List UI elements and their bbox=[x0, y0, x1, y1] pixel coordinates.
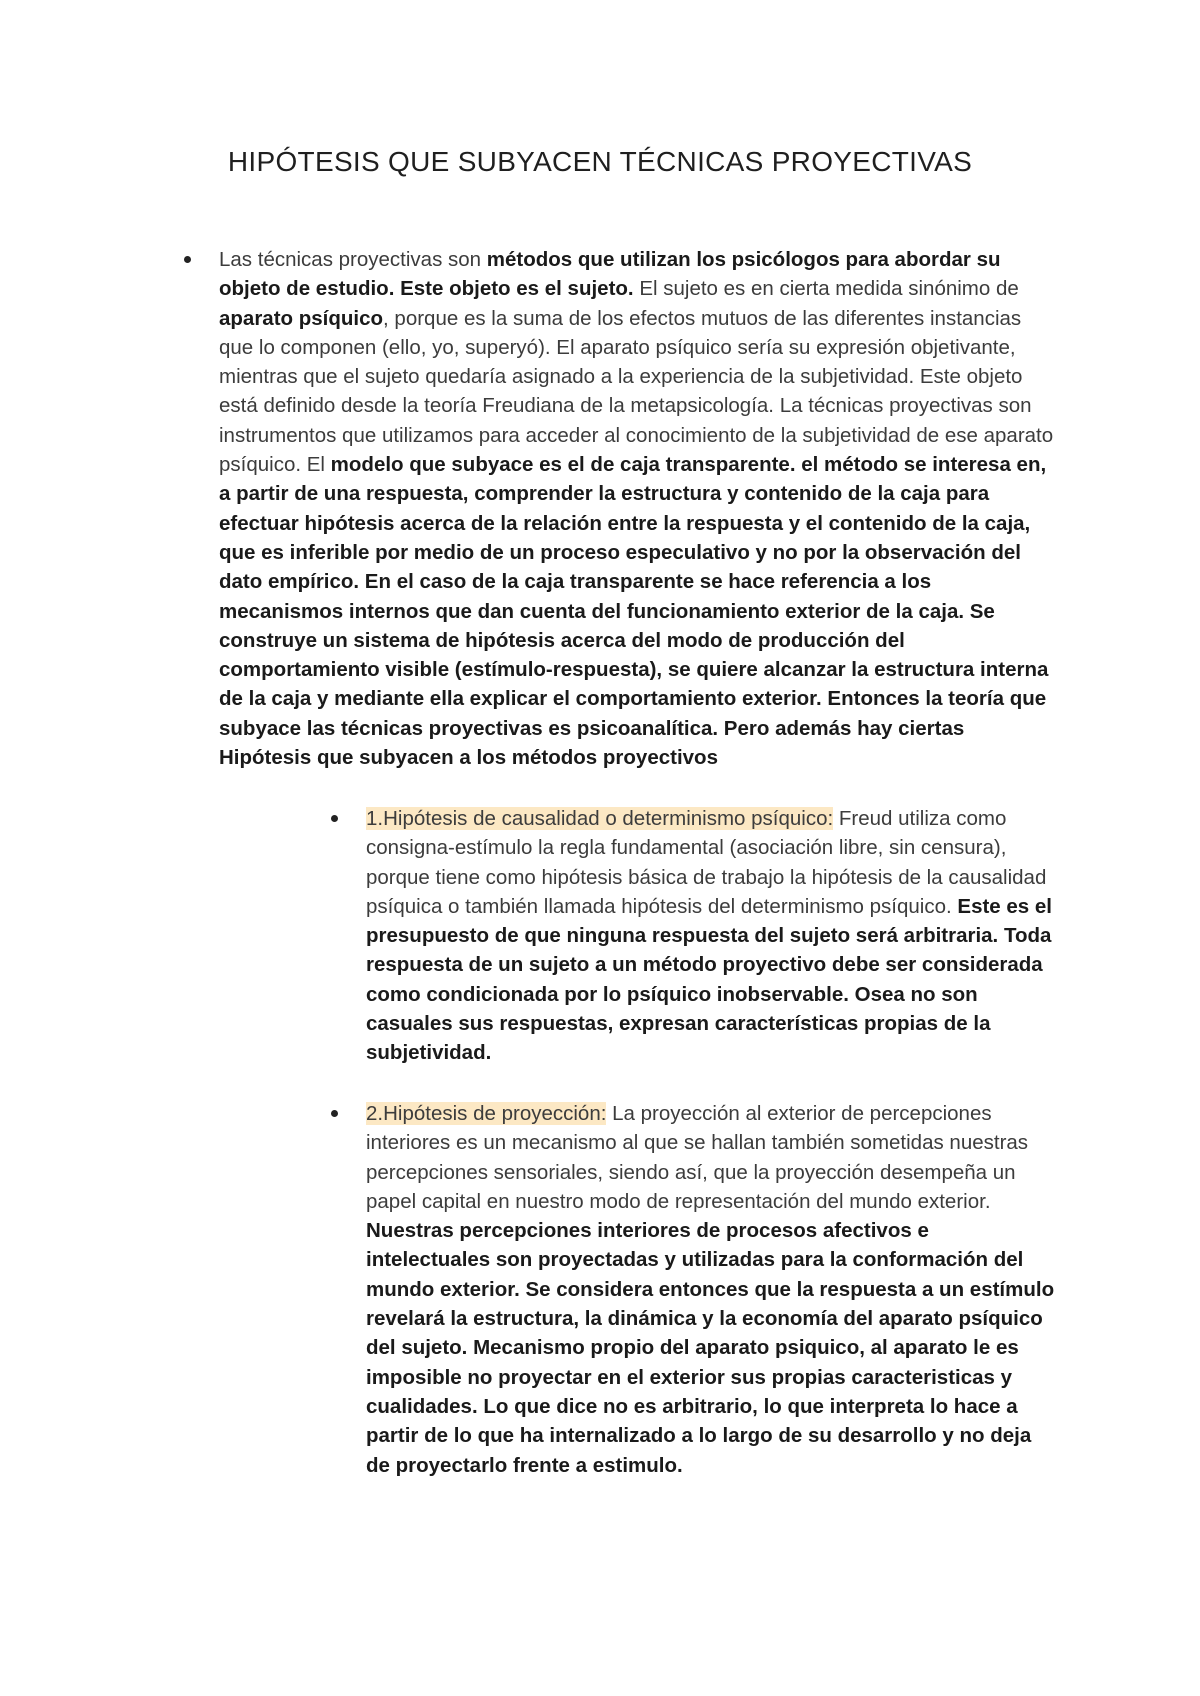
main-bold-1: métodos que utilizan los psicólogos para abordar su objeto de estudio. Este objeto es el sujeto. bbox=[219, 248, 1001, 301]
causalidad-text: Freud utiliza como consigna-estímulo la regla fundamental (asociación libre, sin censura), porque tiene como hipótesis básica de trabajo la hipótesis de la causalidad psíquica o también llamada hipótesis del determinismo psíquico. bbox=[366, 807, 1047, 918]
bullet-dot-icon bbox=[331, 815, 338, 822]
causalidad-heading: 1.Hipótesis de causalidad o determinismo psíquico: bbox=[366, 807, 834, 830]
proyeccion-heading: 2.Hipótesis de proyección: bbox=[366, 1102, 607, 1125]
causalidad-paragraph bbox=[366, 804, 1056, 1068]
main-bold-3: modelo que subyace es el de caja transparente. el método se interesa en, a partir de una respuesta, comprender la estructura y contenido de la caja para efectuar hipótesis acerca de la relación entre la respuesta y el contenido de la caja, que es inferible por medio de un proceso especulativo y no por la observación del dato empírico. En el caso de la caja transparente se hace referencia a los mecanismos internos que dan cuenta del funcionamiento exterior de la caja. Se construye un sistema de hipótesis acerca del modo de producción del comportamiento visible (estímulo-respuesta), se quiere alcanzar la estructura interna de la caja y mediante ella explicar el comportamiento exterior. Entonces la teoría que subyace las técnicas proyectivas es psicoanalítica. Pero además hay ciertas Hipótesis que subyacen a los métodos proyectivos bbox=[219, 453, 1049, 770]
main-text-3: , porque es la suma de los efectos mutuos de las diferentes instancias que lo componen (ello, yo, superyó). El aparato psíquico sería su expresión objetivante, mientras que el sujeto quedaría asignado a la experiencia de la subjetividad. Este objeto está definido desde la teoría Freudiana de la metapsicología. La técnicas proyectivas son instrumentos que utilizamos para acceder al conocimiento de la subjetividad de ese aparato psíquico. El bbox=[219, 306, 1054, 477]
main-text-2: El sujeto es en cierta medida sinónimo de bbox=[633, 277, 1019, 301]
bullet-dot-icon bbox=[331, 1110, 338, 1117]
causalidad-bold: Este es el presupuesto de que ninguna respuesta del sujeto será arbitraria. Toda respuesta de un sujeto a un método proyectivo debe ser considerada como condicionada por lo psíquico inobservable. Osea no son casuales sus respuestas, expresan características propias de la subjetividad. bbox=[366, 894, 1052, 1065]
proyeccion-bold: Nuestras percepciones interiores de procesos afectivos e intelectuales son proyectadas y utilizadas para la conformación del mundo exterior. Se considera entonces que la respuesta a un estímulo revelará la estructura, la dinámica y la economía del aparato psíquico del sujeto. Mecanismo propio del aparato psiquico, al aparato le es imposible no proyectar en el exterior sus propias caracteristicas y cualidades. Lo que dice no es arbitrario, lo que interpreta lo hace a partir de lo que ha internalizado a lo largo de su desarrollo y no deja de proyectarlo frente a estimulo. bbox=[366, 1219, 1055, 1477]
document-title: HIPÓTESIS QUE SUBYACEN TÉCNICAS PROYECTIVAS bbox=[227, 146, 973, 177]
main-bold-2: aparato psíquico bbox=[219, 306, 384, 330]
proyeccion-paragraph bbox=[366, 1099, 1056, 1480]
proyeccion-text: La proyección al exterior de percepciones interiores es un mecanismo al que se hallan también sometidas nuestras percepciones sensoriales, siendo así, que la proyección desempeña un papel capital en nuestro modo de representación del mundo exterior. bbox=[366, 1102, 1029, 1213]
main-paragraph bbox=[219, 245, 1059, 772]
main-text-1: Las técnicas proyectivas son bbox=[219, 248, 487, 271]
bullet-dot-icon bbox=[184, 256, 191, 263]
